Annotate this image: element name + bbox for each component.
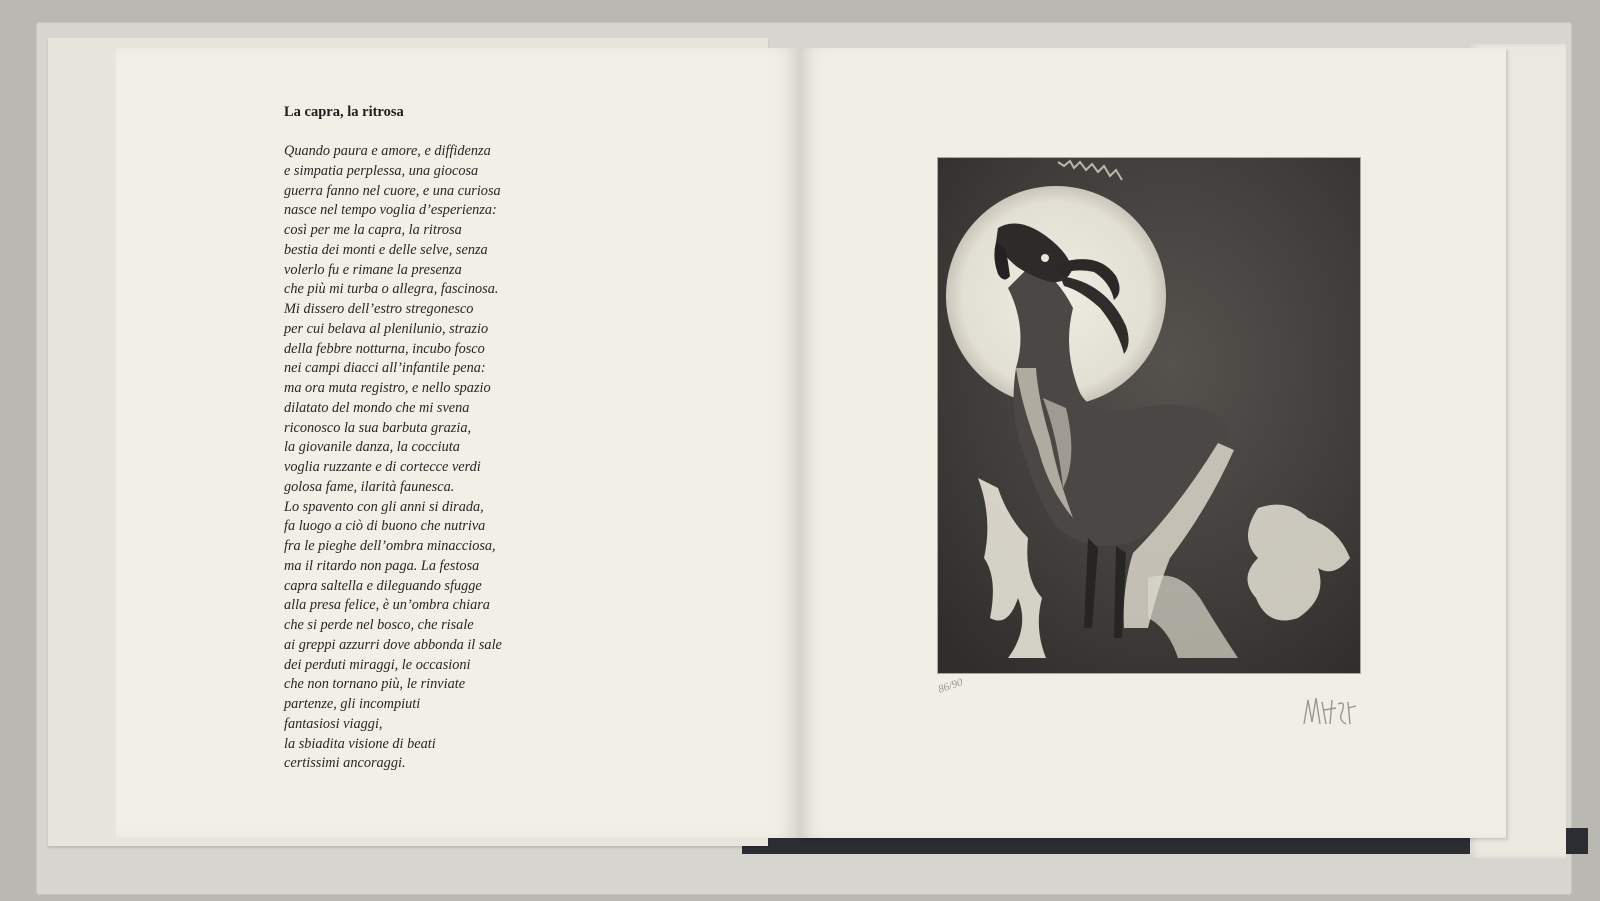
poem-line: bestia dei monti e delle selve, senza	[284, 241, 488, 258]
poem-line: dilatato del mondo che mi svena	[284, 399, 470, 416]
poem-line: nasce nel tempo voglia d’esperienza:	[284, 202, 497, 219]
artist-signature-icon	[1302, 694, 1358, 735]
poem-line: nei campi diacci all’infantile pena:	[284, 360, 486, 377]
poem-line: certissimi ancoraggi.	[284, 755, 406, 772]
poem-line: alla presa felice, è un’ombra chiara	[284, 597, 490, 614]
poem-line: così per me la capra, la ritrosa	[284, 222, 462, 238]
poem-line: capra saltella e dileguando sfugge	[284, 577, 482, 594]
poem-line: e simpatia perplessa, una giocosa	[284, 162, 479, 179]
poem-line: riconosco la sua barbuta grazia,	[284, 419, 472, 436]
poem-line: per cui belava al plenilunio, strazio	[284, 320, 489, 337]
poem-line: ai greppi azzurri dove abbonda il sale	[284, 636, 502, 653]
poem-line: la sbiadita visione di beati	[284, 735, 436, 752]
poem-line: che non tornano più, le rinviate	[284, 676, 466, 693]
edition-number: 86/90	[936, 676, 965, 696]
poem-line: partenze, gli incompiuti	[284, 696, 421, 712]
poem-line: che più mi turba o allegra, fascinosa.	[284, 281, 499, 298]
poem-line: che si perde nel bosco, che risale	[284, 617, 474, 633]
poem-line: ma ora muta registro, e nello spazio	[284, 380, 491, 396]
goat-etching-illustration	[938, 158, 1360, 673]
poem-line: fantasiosi viaggi,	[284, 715, 383, 732]
poem-line: golosa fame, ilarità faunesca.	[284, 478, 455, 495]
poem-text	[284, 142, 584, 774]
poem-line: fra le pieghe dell’ombra minacciosa,	[284, 538, 496, 554]
poem-line: Quando paura e amore, e diffidenza	[284, 143, 491, 159]
poem-line: volerlo fu e rimane la presenza	[284, 261, 462, 278]
poem-line: Lo spavento con gli anni si dirada,	[284, 498, 484, 515]
poem-line: la giovanile danza, la cocciuta	[284, 439, 460, 456]
poem-line: della febbre notturna, incubo fosco	[284, 340, 485, 357]
poem-line: voglia ruzzante e di cortecce verdi	[284, 459, 481, 475]
poem-line: fa luogo a ciò di buono che nutriva	[284, 518, 486, 535]
poem-line: Mi dissero dell’estro stregonesco	[284, 301, 474, 317]
poem-line: ma il ritardo non paga. La festosa	[284, 557, 480, 574]
poem-line: dei perduti miraggi, le occasioni	[284, 656, 471, 673]
poem-title: La capra, la ritrosa	[284, 104, 404, 120]
poem-line: guerra fanno nel cuore, e una curiosa	[284, 182, 501, 199]
